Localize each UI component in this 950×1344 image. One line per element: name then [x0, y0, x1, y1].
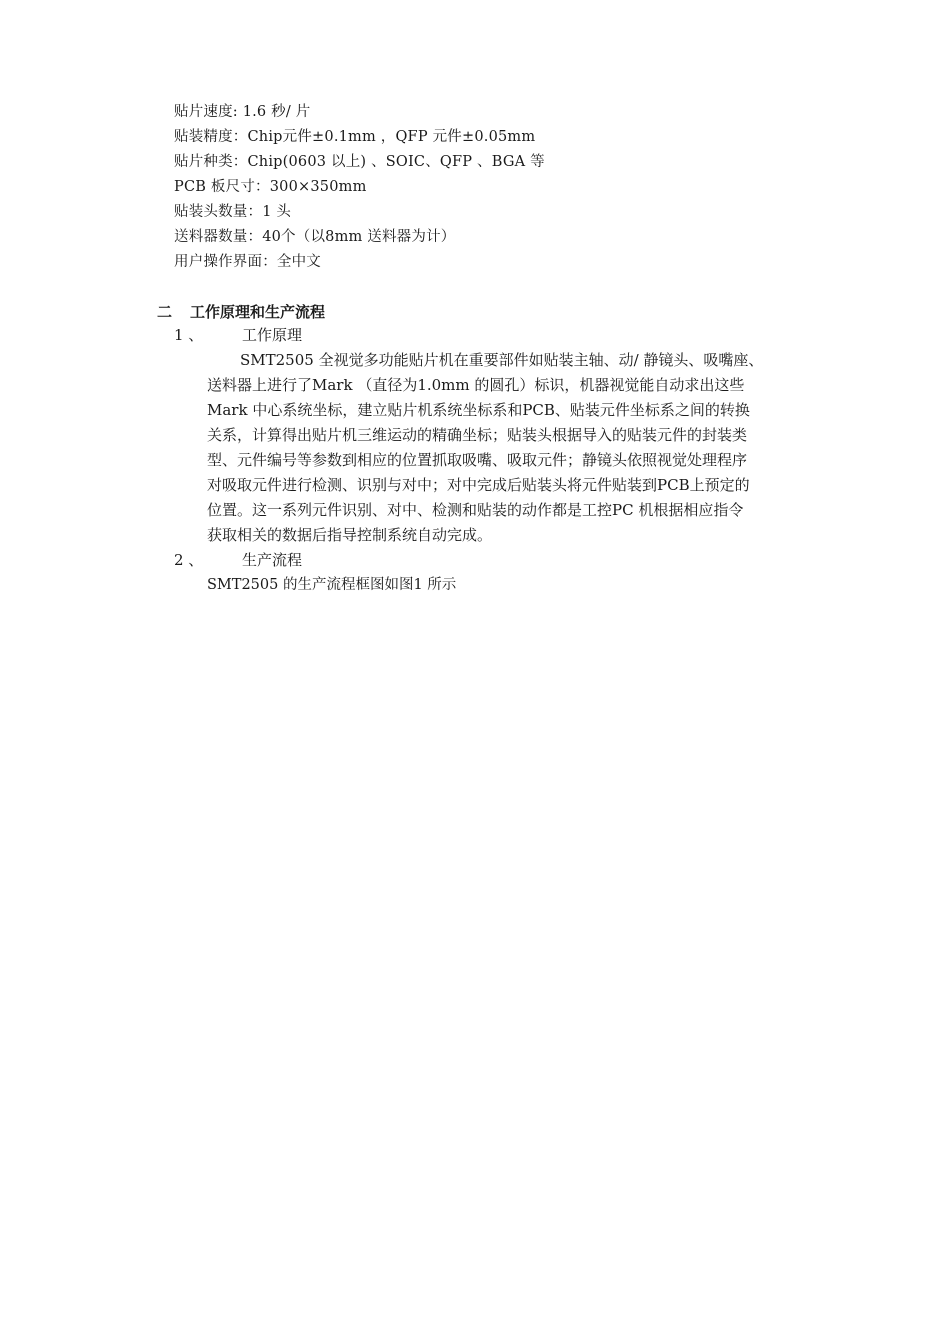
paragraph-line: 对吸取元件进行检测、识别与对中；对中完成后贴装头将元件贴装到PCB上预定的 — [207, 476, 750, 494]
paragraph-line: 关系，计算得出贴片机三维运动的精确坐标；贴装头根据导入的贴装元件的封装类 — [207, 426, 748, 444]
spec-accuracy: 贴装精度：Chip元件±0.1mm ，QFP 元件±0.05mm — [174, 129, 536, 145]
paragraph-line: Mark 中心系统坐标，建立贴片机系统坐标系和PCB、贴装元件坐标系之间的转换 — [207, 401, 750, 419]
subsection-title: 工作原理 — [242, 326, 303, 344]
spec-speed: 贴片速度: 1.6 秒/ 片 — [174, 104, 311, 120]
section-number: 二 — [157, 303, 173, 321]
spec-ui-language: 用户操作界面：全中文 — [174, 254, 321, 270]
subsection-heading-flow — [174, 548, 302, 573]
paragraph-line: 型、元件编号等参数到相应的位置抓取吸嘴、吸取元件；静镜头依照视觉处理程序 — [207, 451, 748, 469]
flow-description: SMT2505 的生产流程框图如图1 所示 — [207, 577, 457, 593]
spec-list — [174, 100, 545, 275]
paragraph-line: 位置。这一系列元件识别、对中、检测和贴装的动作都是工控PC 机根据相应指令 — [207, 501, 744, 519]
subsection-index: 1 、 — [174, 326, 204, 344]
section-heading — [157, 300, 325, 325]
paragraph-line: SMT2505 全视觉多功能贴片机在重要部件如贴装主轴、动/ 静镜头、吸嘴座、 — [240, 351, 764, 369]
spec-pcb-size: PCB 板尺寸：300×350mm — [174, 179, 367, 195]
subsection-index: 2 、 — [174, 551, 204, 569]
principle-paragraph — [207, 348, 822, 548]
section-title: 工作原理和生产流程 — [190, 303, 326, 321]
paragraph-line: 获取相关的数据后指导控制系统自动完成。 — [207, 526, 493, 544]
spec-feeder-count: 送料器数量：40个（以8mm 送料器为计） — [174, 229, 456, 245]
paragraph-line: 送料器上进行了Mark （直径为1.0mm 的圆孔）标识，机器视觉能自动求出这些 — [207, 376, 745, 394]
subsection-title: 生产流程 — [242, 551, 303, 569]
subsection-heading-principle — [174, 323, 302, 348]
spec-component-types: 贴片种类：Chip(0603 以上) 、SOIC、QFP 、BGA 等 — [174, 154, 545, 170]
spec-head-count: 贴装头数量：1 头 — [174, 204, 292, 220]
